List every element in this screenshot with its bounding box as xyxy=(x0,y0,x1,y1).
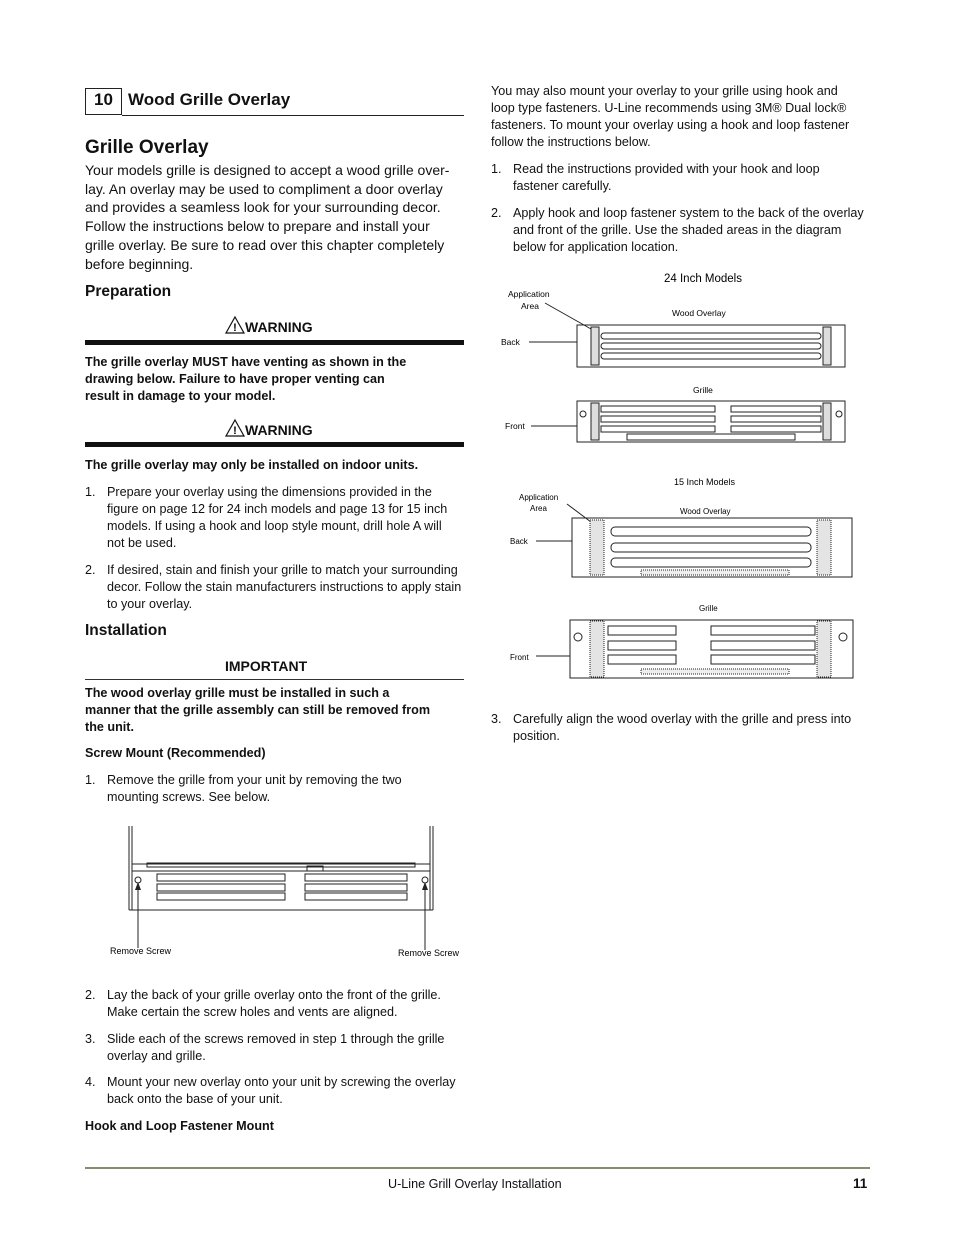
subsection-screw-mount: Screw Mount (Recommended) xyxy=(85,746,266,760)
important-banner: IMPORTANT xyxy=(225,658,308,674)
warning-icon xyxy=(225,419,245,437)
chapter-number: 10 xyxy=(94,90,113,109)
subsection-hook-loop: Hook and Loop Fastener Mount xyxy=(85,1119,274,1133)
intro-paragraph: Your models grille is designed to accept a wood grille over- lay. An overlay may be used to compliment a door overlay and provides a seamless look for your surrounding decor. Follow the instructions below to prepare and install your grille overlay. Be sure to read over this chapter completely before beginning. xyxy=(85,162,450,272)
svg-text:Area: Area xyxy=(521,301,539,311)
list-item: 2. Apply hook and loop fastener system to the back of the overlay and front of the grille. Use the shaded areas in the diagram below for application location. xyxy=(491,206,864,254)
remove-screw-diagram xyxy=(105,822,460,962)
d24-title: 24 Inch Models xyxy=(664,273,742,285)
svg-text:Area: Area xyxy=(530,504,547,513)
svg-text:Application: Application xyxy=(508,289,550,299)
diagram-15-inch xyxy=(495,472,865,682)
d15-title: 15 Inch Models xyxy=(674,477,736,487)
list-item: 1. Read the instructions provided with your hook and loop fastener carefully. xyxy=(491,162,820,193)
page-number: 11 xyxy=(853,1176,868,1191)
svg-text:Grille: Grille xyxy=(699,604,718,613)
footer-title: U-Line Grill Overlay Installation xyxy=(388,1177,562,1191)
list-item: 2. Lay the back of your grille overlay onto the front of the grille. Make certain the screw holes and vents are aligned. xyxy=(85,988,441,1019)
hook-loop-intro: You may also mount your overlay to your grille using hook and loop type fasteners. U-Line recommends using 3M® Dual lock® fasteners. To mount your overlay using a hook and loop fastener follow the instructions below. xyxy=(491,84,850,149)
chapter-header xyxy=(85,87,464,117)
warning-banner-1 xyxy=(85,316,464,346)
subsection-preparation: Preparation xyxy=(85,283,172,300)
list-item: 4. Mount your new overlay onto your unit by screwing the overlay back onto the base of your unit. xyxy=(85,1075,456,1106)
remove-screw-left-label: Remove Screw xyxy=(110,946,172,956)
warning-banner-2 xyxy=(85,419,464,449)
warning-icon xyxy=(225,316,245,334)
list-item: 1. Remove the grille from your unit by removing the two mounting screws. See below. xyxy=(85,773,402,804)
warning-label: WARNING xyxy=(245,319,313,335)
list-item: 2. If desired, stain and finish your grille to match your surrounding decor. Follow the stain manufacturers instructions to apply stain to your overlay. xyxy=(85,563,462,611)
warning-label: WARNING xyxy=(245,422,313,438)
svg-text:Application: Application xyxy=(519,493,559,502)
svg-text:Wood Overlay: Wood Overlay xyxy=(672,308,726,318)
remove-screw-right-label: Remove Screw xyxy=(398,948,460,958)
svg-text:Front: Front xyxy=(510,653,529,662)
svg-text:Wood Overlay: Wood Overlay xyxy=(680,507,731,516)
subsection-installation: Installation xyxy=(85,622,167,639)
svg-text:!: ! xyxy=(233,425,237,437)
list-item: 1. Prepare your overlay using the dimensions provided in the figure on page 12 for 24 inch models and page 13 for 15 inch models. If using a hook and loop style mount, drill hole A will not be used. xyxy=(85,485,448,550)
svg-text:Back: Back xyxy=(501,337,520,347)
svg-text:Back: Back xyxy=(510,537,528,546)
important-text: The wood overlay grille must be installed in such a manner that the grille assembly can still be removed from the unit. xyxy=(85,686,431,734)
svg-text:Front: Front xyxy=(505,421,525,431)
list-item: 3. Carefully align the wood overlay with the grille and press into position. xyxy=(491,712,852,743)
chapter-title: Wood Grille Overlay xyxy=(128,90,291,109)
section-title-grille-overlay: Grille Overlay xyxy=(85,137,209,158)
footer-rule xyxy=(85,1167,870,1169)
svg-text:Grille: Grille xyxy=(693,385,713,395)
warning-text-2: The grille overlay may only be installed on indoor units. xyxy=(85,458,419,472)
list-item: 3. Slide each of the screws removed in step 1 through the grille overlay and grille. xyxy=(85,1032,445,1063)
diagram-24-inch xyxy=(495,265,865,455)
warning-text-1: The grille overlay MUST have venting as shown in the drawing below. Failure to have proper venting can result in damage to your model. xyxy=(85,355,407,403)
svg-text:!: ! xyxy=(233,322,237,334)
